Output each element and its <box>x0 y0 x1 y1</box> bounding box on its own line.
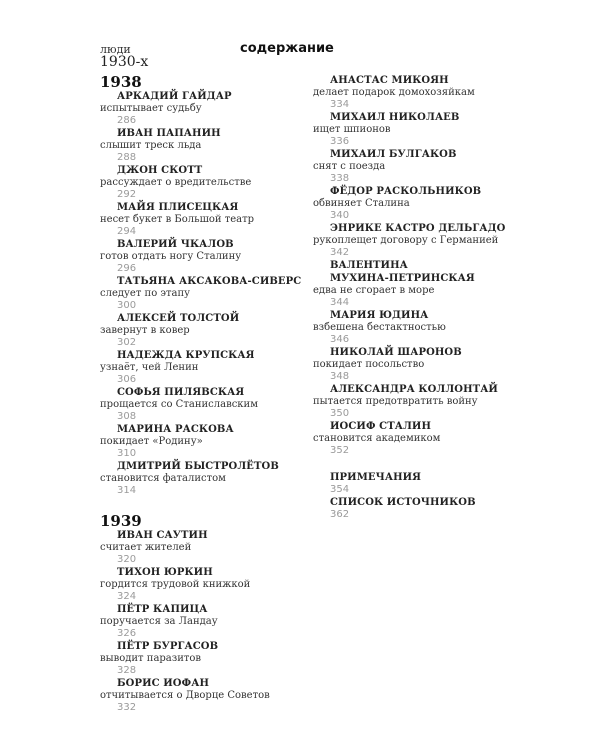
toc-entry <box>100 640 340 677</box>
toc-entry <box>100 164 340 201</box>
toc-entry <box>100 566 340 603</box>
entry-name: АРКАДИЙ ГАЙДАР <box>117 91 232 102</box>
toc-entry <box>313 259 513 309</box>
toc-entry <box>313 346 513 383</box>
entry-name: МАРИЯ ЮДИНА <box>330 310 429 321</box>
toc-appendix <box>313 471 513 521</box>
entry-page-number: 296 <box>117 263 137 274</box>
entry-description: выводит паразитов <box>100 653 202 664</box>
entry-name: НИКОЛАЙ ШАРОНОВ <box>330 347 462 358</box>
entry-description: становится фаталистом <box>100 473 226 484</box>
entry-description: завернут в ковер <box>100 325 190 336</box>
entry-name: АНАСТАС МИКОЯН <box>330 75 449 86</box>
entry-page-number: 340 <box>330 210 350 221</box>
toc-entry <box>100 529 340 566</box>
entry-description: узнаёт, чей Ленин <box>100 362 199 373</box>
entry-name: ВАЛЕРИЙ ЧКАЛОВ <box>117 239 234 250</box>
entry-page-number: 352 <box>330 445 350 456</box>
entry-page-number: 310 <box>117 448 137 459</box>
entry-page-number: 362 <box>330 509 350 520</box>
entry-page-number: 314 <box>117 485 137 496</box>
entry-description: покидает посольство <box>313 359 425 370</box>
entry-name: МАЙЯ ПЛИСЕЦКАЯ <box>117 202 239 213</box>
entry-page-number: 336 <box>330 136 350 147</box>
entry-name: ИВАН САУТИН <box>117 530 208 541</box>
section-spacer <box>100 497 340 513</box>
toc-title: содержание <box>240 41 334 56</box>
entry-description: обвиняет Сталина <box>313 198 410 209</box>
entry-description: считает жителей <box>100 542 192 553</box>
entry-name: ЭНРИКЕ КАСТРО ДЕЛЬГАДО <box>330 223 506 234</box>
toc-entry <box>100 603 340 640</box>
entry-page-number: 286 <box>117 115 137 126</box>
toc-entry <box>313 309 513 346</box>
entry-name: ДЖОН СКОТТ <box>117 165 203 176</box>
toc-entry <box>100 127 340 164</box>
entry-name: СОФЬЯ ПИЛЯВСКАЯ <box>117 387 245 398</box>
entry-description: пытается предотвратить войну <box>313 396 478 407</box>
entry-description: покидает «Родину» <box>100 436 203 447</box>
entry-description: снят с поезда <box>313 161 386 172</box>
entry-description: отчитывается о Дворце Советов <box>100 690 270 701</box>
entry-name: МИХАИЛ НИКОЛАЕВ <box>330 112 460 123</box>
entry-name: ТИХОН ЮРКИН <box>117 567 213 578</box>
toc-entry <box>313 420 513 457</box>
entry-page-number: 302 <box>117 337 137 348</box>
entry-name: ИОСИФ СТАЛИН <box>330 421 432 432</box>
entry-page-number: 354 <box>330 484 350 495</box>
entry-description: слышит треск льда <box>100 140 202 151</box>
toc-entry <box>100 201 340 238</box>
entry-page-number: 306 <box>117 374 137 385</box>
entry-description: становится академиком <box>313 433 441 444</box>
entry-description: готов отдать ногу Сталину <box>100 251 242 262</box>
entry-description: делает подарок домохозяйкам <box>313 87 475 98</box>
entry-page-number: 326 <box>117 628 137 639</box>
toc-entry <box>313 496 513 521</box>
entry-description: несет букет в Большой театр <box>100 214 255 225</box>
entry-description: взбешена бестактностью <box>313 322 446 333</box>
entry-page-number: 288 <box>117 152 137 163</box>
entry-page-number: 324 <box>117 591 137 602</box>
entry-name: ВАЛЕНТИНА <box>330 260 408 271</box>
entry-page-number: 334 <box>330 99 350 110</box>
entry-page-number: 338 <box>330 173 350 184</box>
toc-entry <box>313 111 513 148</box>
entry-description: испытывает судьбу <box>100 103 202 114</box>
toc-entry <box>100 238 340 275</box>
toc-entry <box>100 349 340 386</box>
entry-name: БОРИС ИОФАН <box>117 678 210 689</box>
toc-entry <box>100 677 340 714</box>
entry-name: ТАТЬЯНА АКСАКОВА-СИВЕРС <box>117 276 302 287</box>
entry-name: ПРИМЕЧАНИЯ <box>330 472 422 483</box>
entry-name: ФЁДОР РАСКОЛЬНИКОВ <box>330 186 482 197</box>
entry-page-number: 348 <box>330 371 350 382</box>
toc-entry <box>100 90 340 127</box>
entry-name: СПИСОК ИСТОЧНИКОВ <box>330 497 476 508</box>
entry-name: НАДЕЖДА КРУПСКАЯ <box>117 350 255 361</box>
entry-description: рукоплещет договору с Германией <box>313 235 499 246</box>
toc-entry <box>313 383 513 420</box>
entry-page-number: 308 <box>117 411 137 422</box>
year-heading: 1938 <box>100 73 142 91</box>
entry-page-number: 342 <box>330 247 350 258</box>
toc-left-column <box>100 74 340 714</box>
entry-description: едва не сгорает в море <box>313 285 435 296</box>
toc-entry <box>100 275 340 312</box>
year-heading: 1939 <box>100 512 142 530</box>
entry-name: МИХАИЛ БУЛГАКОВ <box>330 149 457 160</box>
entry-description: рассуждает о вредительстве <box>100 177 252 188</box>
entry-page-number: 344 <box>330 297 350 308</box>
toc-entry <box>100 312 340 349</box>
decade-label: 1930-х <box>100 54 149 70</box>
toc-entry <box>313 148 513 185</box>
entry-name: МАРИНА РАСКОВА <box>117 424 234 435</box>
toc-entry <box>100 386 340 423</box>
entry-page-number: 292 <box>117 189 137 200</box>
toc-right-column <box>313 74 513 521</box>
toc-entry <box>100 423 340 460</box>
entry-description: гордится трудовой книжкой <box>100 579 251 590</box>
entry-page-number: 294 <box>117 226 137 237</box>
entry-page-number: 346 <box>330 334 350 345</box>
entry-page-number: 350 <box>330 408 350 419</box>
entry-description: прощается со Станиславским <box>100 399 258 410</box>
entry-page-number: 320 <box>117 554 137 565</box>
entry-description: ищет шпионов <box>313 124 391 135</box>
entry-name: АЛЕКСЕЙ ТОЛСТОЙ <box>117 313 240 324</box>
entry-page-number: 332 <box>117 702 137 713</box>
entry-name: АЛЕКСАНДРА КОЛЛОНТАЙ <box>330 384 498 395</box>
entry-page-number: 300 <box>117 300 137 311</box>
toc-entry <box>313 222 513 259</box>
toc-entry <box>100 460 340 497</box>
entry-name: МУХИНА-ПЕТРИНСКАЯ <box>330 273 475 284</box>
series-label: люди <box>100 43 131 56</box>
entry-description: поручается за Ландау <box>100 616 218 627</box>
entry-description: следует по этапу <box>100 288 191 299</box>
toc-entry <box>313 185 513 222</box>
entry-name: ИВАН ПАПАНИН <box>117 128 221 139</box>
entry-name: ДМИТРИЙ БЫСТРОЛЁТОВ <box>117 461 279 472</box>
toc-entry <box>313 74 513 111</box>
entry-name: ПЁТР БУРГАСОВ <box>117 641 219 652</box>
toc-entry <box>313 471 513 496</box>
entry-page-number: 328 <box>117 665 137 676</box>
entry-name: ПЁТР КАПИЦА <box>117 604 208 615</box>
